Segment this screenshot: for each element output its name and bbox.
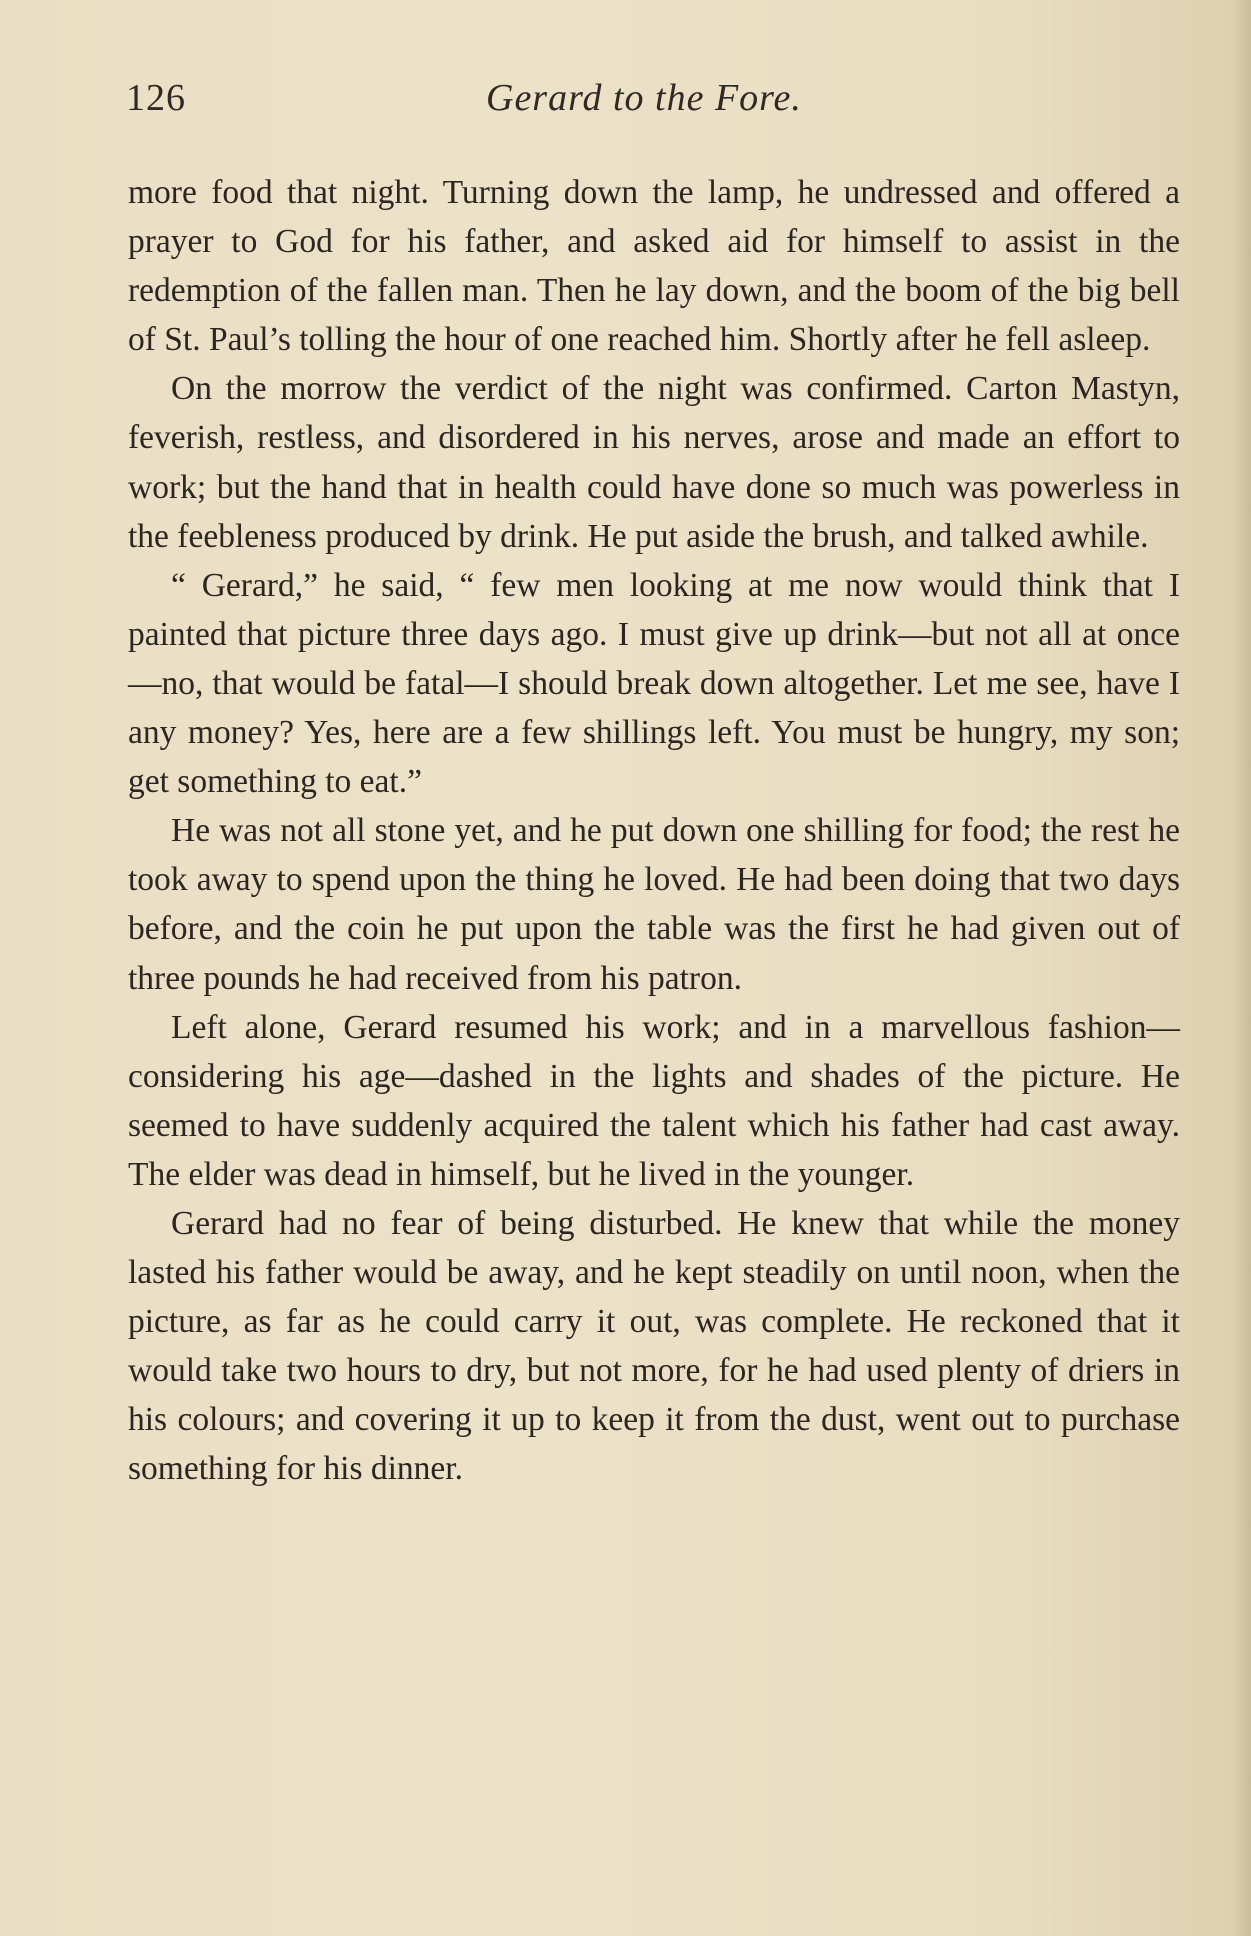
paragraph-4: He was not all stone yet, and he put down one shilling for food; the rest he took away to spend upon the thing he loved. He had been doing that two days before, and the coin he put upon the table was the first he had given out of three pounds he had received from his patron. (128, 812, 1180, 997)
paragraph-6: Gerard had no fear of being disturbed. He knew that while the money lasted his father would be away, and he kept steadily on until noon, when the picture, as far as he could carry it out, was complete. He reckoned that it would take two hours to dry, but not more, for he had used plenty of driers in his colours; and covering it up to keep it from the dust, went out to purchase something for his dinner. (128, 1204, 1180, 1488)
running-head (126, 76, 1184, 126)
paragraph-5: Left alone, Gerard resumed his work; and in a marvellous fashion—considering his age—dashed in the lights and shades of the picture. He seemed to have suddenly acquired the talent which his father had cast away. The elder was dead in himself, but he lived in the younger. (128, 1008, 1180, 1193)
paragraph-2: On the morrow the verdict of the night was confirmed. Carton Mastyn, feverish, restless, and disordered in his nerves, arose and made an effort to work; but the hand that in health could have done so much was powerless in the feebleness produced by drink. He put aside the brush, and talked awhile. (128, 370, 1180, 555)
paragraph-1: more food that night. Turning down the lamp, he undressed and offered a prayer to God for his father, and asked aid for himself to assist in the redemption of the fallen man. Then he lay down, and the boom of the big bell of St. Paul’s tolling the hour of one reached him. Shortly after he fell asleep. (128, 174, 1180, 359)
running-title: Gerard to the Fore. (486, 77, 802, 119)
body-text (128, 168, 1180, 1494)
paragraph-3: “ Gerard,” he said, “ few men looking at me now would think that I painted that picture three days ago. I must give up drink—but not all at once—no, that would be fatal—I should break down altogether. Let me see, have I any money? Yes, here are a few shillings left. You must be hungry, my son; get something to eat.” (128, 566, 1180, 801)
page-number: 126 (126, 77, 186, 119)
